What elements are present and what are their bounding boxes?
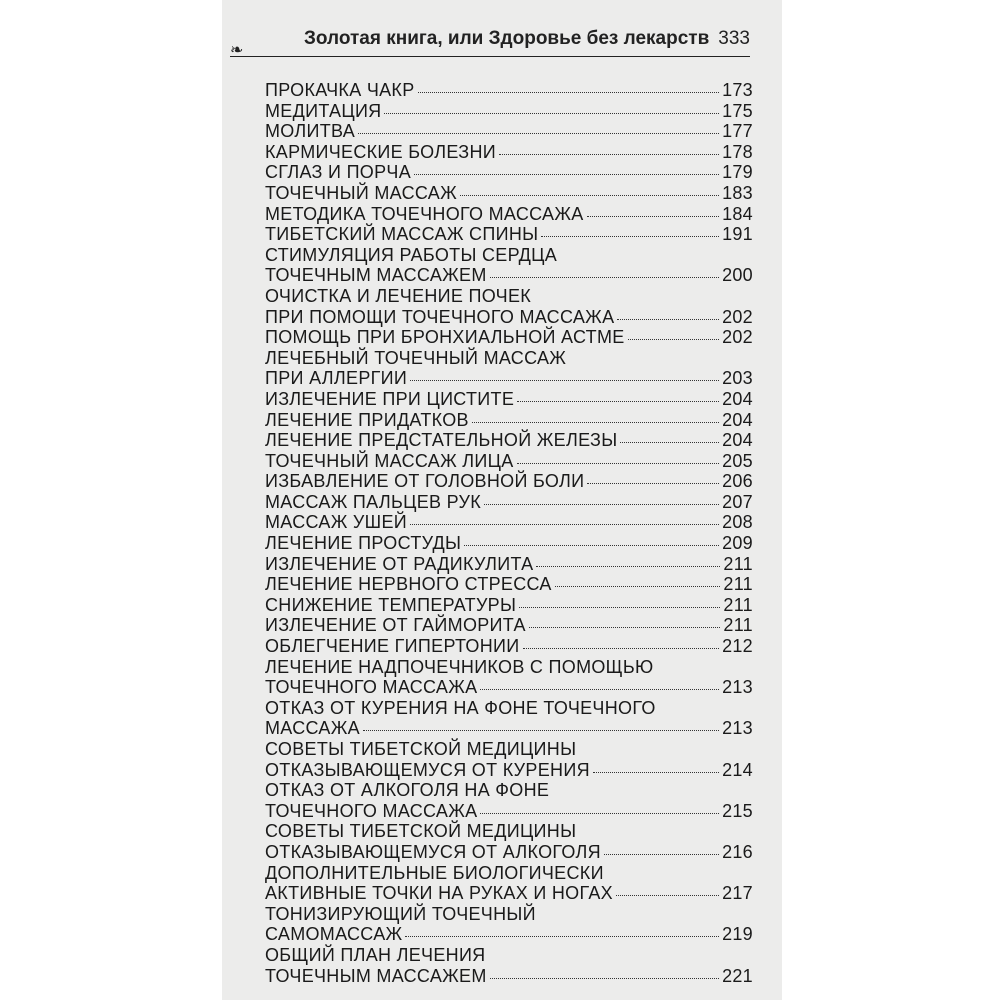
toc-entry-line-last — [265, 883, 753, 904]
toc-entry-line — [265, 286, 753, 307]
toc-entry-title: ДОПОЛНИТЕЛЬНЫЕ БИОЛОГИЧЕСКИ — [265, 862, 604, 883]
toc-page-number: 203 — [722, 368, 753, 389]
toc-entry-line — [265, 945, 753, 966]
dot-leader — [490, 966, 719, 979]
toc-page-number: 207 — [722, 491, 753, 512]
toc-entry-line-last — [265, 677, 753, 698]
toc-entry-line — [265, 739, 753, 760]
toc-page-number: 204 — [722, 409, 753, 430]
toc-entry-title: СНИЖЕНИЕ ТЕМПЕРАТУРЫ — [265, 594, 517, 615]
toc-entry-line-last — [265, 636, 753, 657]
toc-page-number: 173 — [722, 80, 753, 100]
toc-entry-line — [265, 780, 753, 801]
toc-entry — [265, 410, 753, 431]
toc-entry-title: МАССАЖА — [265, 718, 360, 739]
toc-entry-title: ИЗЛЕЧЕНИЕ ОТ РАДИКУЛИТА — [265, 553, 534, 574]
toc-entry — [265, 224, 753, 245]
toc-entry-title: ТОЧЕЧНЫЙ МАССАЖ ЛИЦА — [265, 450, 514, 471]
toc-entry-title: МАССАЖ ПАЛЬЦЕВ РУК — [265, 491, 482, 512]
toc-entry-line-last — [265, 183, 753, 204]
toc-entry-title: КАРМИЧЕСКИЕ БОЛЕЗНИ — [265, 141, 496, 162]
toc-entry-line-last — [265, 842, 753, 863]
toc-entry-line-last — [265, 101, 753, 122]
toc-entry-title: МЕДИТАЦИЯ — [265, 100, 382, 121]
toc-entry-line-last — [265, 204, 753, 225]
dot-leader — [587, 204, 719, 217]
dot-leader — [628, 327, 720, 340]
toc-entry-line-last — [265, 554, 753, 575]
toc-entry-title: ЛЕЧЕНИЕ ПРИДАТКОВ — [265, 409, 469, 430]
toc-entry — [265, 945, 753, 986]
toc-page-number: 206 — [722, 471, 753, 492]
dot-leader — [616, 883, 719, 896]
toc-entry — [265, 533, 753, 554]
toc-page-number: 202 — [722, 327, 753, 348]
dot-leader — [472, 410, 719, 423]
toc-page-number: 191 — [722, 224, 753, 245]
toc-entry-line-last — [265, 430, 753, 451]
toc-page-number: 214 — [722, 759, 753, 780]
toc-entry-line-last — [265, 265, 753, 286]
toc-entry-line — [265, 245, 753, 266]
toc-entry-line-last — [265, 574, 753, 595]
toc-entry-title: ТОЧЕЧНОГО МАССАЖА — [265, 677, 478, 698]
toc-page-number: 208 — [722, 512, 753, 533]
toc-entry — [265, 162, 753, 183]
toc-entry-line — [265, 821, 753, 842]
toc-page-number: 178 — [722, 141, 753, 162]
toc-entry-line-last — [265, 615, 753, 636]
toc-page-number: 212 — [722, 636, 753, 657]
toc-entry-line-last — [265, 80, 753, 101]
toc-entry — [265, 739, 753, 780]
toc-entry-title: ЛЕЧЕБНЫЙ ТОЧЕЧНЫЙ МАССАЖ — [265, 347, 567, 368]
toc-entry-title: ТОЧЕЧНОГО МАССАЖА — [265, 800, 478, 821]
toc-entry-title: ЛЕЧЕНИЕ НЕРВНОГО СТРЕССА — [265, 574, 552, 595]
toc-page-number: 200 — [722, 265, 753, 286]
toc-entry-title: ПРИ ПОМОЩИ ТОЧЕЧНОГО МАССАЖА — [265, 306, 615, 327]
running-head — [230, 26, 750, 57]
toc-entry — [265, 451, 753, 472]
toc-entry — [265, 595, 753, 616]
toc-entry-line-last — [265, 533, 753, 554]
toc-entry-title: ТОЧЕЧНЫЙ МАССАЖ — [265, 182, 457, 203]
dot-leader — [410, 368, 719, 381]
toc-entry-title: ОТКАЗ ОТ КУРЕНИЯ НА ФОНЕ ТОЧЕЧНОГО — [265, 697, 656, 718]
toc-entry — [265, 183, 753, 204]
toc-entry-title: ЛЕЧЕНИЕ ПРЕДСТАТЕЛЬНОЙ ЖЕЛЕЗЫ — [265, 430, 618, 451]
toc-entry — [265, 698, 753, 739]
toc-entry-line-last — [265, 966, 753, 987]
dot-leader — [418, 80, 720, 93]
toc-entry-line-last — [265, 224, 753, 245]
dot-leader — [410, 512, 719, 525]
toc-entry-title: СОВЕТЫ ТИБЕТСКОЙ МЕДИЦИНЫ — [265, 821, 577, 842]
dot-leader — [617, 307, 719, 320]
toc-entry — [265, 657, 753, 698]
toc-entry-line-last — [265, 142, 753, 163]
toc-entry — [265, 142, 753, 163]
dot-leader — [555, 574, 721, 587]
toc-entry — [265, 574, 753, 595]
toc-entry-title: ОТКАЗ ОТ АЛКОГОЛЯ НА ФОНЕ — [265, 780, 550, 801]
toc-page-number: 204 — [722, 388, 753, 409]
toc-entry-title: ИЗБАВЛЕНИЕ ОТ ГОЛОВНОЙ БОЛИ — [265, 471, 585, 492]
toc-entry-title: ЛЕЧЕНИЕ НАДПОЧЕЧНИКОВ С ПОМОЩЬЮ — [265, 656, 654, 677]
toc-entry-line — [265, 348, 753, 369]
toc-entry-title: ОБЩИЙ ПЛАН ЛЕЧЕНИЯ — [265, 944, 486, 965]
toc-page-number: 205 — [722, 450, 753, 471]
toc-page-number: 183 — [722, 182, 753, 203]
toc-page-number: 204 — [722, 430, 753, 451]
toc-entry — [265, 430, 753, 451]
toc-entry-line-last — [265, 162, 753, 183]
toc-page-number: 184 — [722, 203, 753, 224]
toc-entry — [265, 80, 753, 101]
toc-page-number: 202 — [722, 306, 753, 327]
dot-leader — [529, 615, 721, 628]
toc-entry-line-last — [265, 471, 753, 492]
toc-entry-line — [265, 904, 753, 925]
toc-page-number: 219 — [722, 924, 753, 945]
toc-entry — [265, 554, 753, 575]
dot-leader — [536, 554, 720, 567]
dot-leader — [384, 101, 719, 114]
toc-page-number: 213 — [722, 677, 753, 698]
toc-page-number: 217 — [722, 883, 753, 904]
dot-leader — [363, 718, 719, 731]
toc-entry-title: ПРИ АЛЛЕРГИИ — [265, 368, 408, 389]
toc-entry — [265, 780, 753, 821]
dot-leader — [414, 162, 719, 175]
toc-entry-title: ОТКАЗЫВАЮЩЕМУСЯ ОТ КУРЕНИЯ — [265, 759, 590, 780]
toc-entry-line-last — [265, 492, 753, 513]
toc-entry-title: АКТИВНЫЕ ТОЧКИ НА РУКАХ И НОГАХ — [265, 883, 613, 904]
toc-entry-title: ОТКАЗЫВАЮЩЕМУСЯ ОТ АЛКОГОЛЯ — [265, 841, 601, 862]
toc-entry — [265, 101, 753, 122]
dot-leader — [464, 533, 719, 546]
toc-entry — [265, 286, 753, 327]
toc-entry-title: САМОМАССАЖ — [265, 924, 403, 945]
toc-page-number: 211 — [723, 574, 753, 595]
toc-entry-title: МОЛИТВА — [265, 121, 356, 142]
toc-entry-title: МЕТОДИКА ТОЧЕЧНОГО МАССАЖА — [265, 203, 584, 224]
toc-entry — [265, 492, 753, 513]
toc-entry — [265, 863, 753, 904]
book-title: Золотая книга, или Здоровье без лекарств — [304, 28, 710, 49]
dot-leader — [523, 636, 720, 649]
toc-entry-title: ТОЧЕЧНЫМ МАССАЖЕМ — [265, 265, 487, 286]
dot-leader — [480, 677, 719, 690]
table-of-contents — [265, 80, 753, 986]
toc-page-number: 213 — [722, 718, 753, 739]
toc-entry-title: СТИМУЛЯЦИЯ РАБОТЫ СЕРДЦА — [265, 244, 558, 265]
toc-entry — [265, 204, 753, 225]
dot-leader — [587, 471, 719, 484]
toc-entry-title: ОБЛЕГЧЕНИЕ ГИПЕРТОНИИ — [265, 636, 520, 657]
toc-entry — [265, 245, 753, 286]
toc-page-number: 215 — [722, 800, 753, 821]
toc-entry-line-last — [265, 307, 753, 328]
toc-entry-line-last — [265, 410, 753, 431]
toc-page-number: 211 — [723, 594, 753, 615]
toc-page-number: 211 — [723, 553, 753, 574]
toc-entry-line-last — [265, 760, 753, 781]
toc-entry — [265, 348, 753, 389]
toc-entry-line — [265, 863, 753, 884]
toc-entry-line-last — [265, 389, 753, 410]
toc-entry-line-last — [265, 512, 753, 533]
toc-entry-line-last — [265, 595, 753, 616]
dot-leader — [405, 924, 719, 937]
toc-page-number: 221 — [722, 965, 753, 986]
toc-entry — [265, 389, 753, 410]
dot-leader — [593, 760, 719, 773]
toc-entry — [265, 512, 753, 533]
toc-entry — [265, 615, 753, 636]
fleuron-ornament-icon: ❧ — [230, 40, 244, 59]
dot-leader — [499, 142, 719, 155]
toc-page-number: 211 — [723, 615, 753, 636]
toc-entry-title: СГЛАЗ И ПОРЧА — [265, 162, 412, 183]
toc-entry-title: ЛЕЧЕНИЕ ПРОСТУДЫ — [265, 533, 462, 554]
toc-entry-title: ПРОКАЧКА ЧАКР — [265, 80, 415, 100]
toc-page-number: 177 — [722, 121, 753, 142]
toc-entry-line-last — [265, 801, 753, 822]
toc-entry — [265, 821, 753, 862]
toc-entry-title: ИЗЛЕЧЕНИЕ ПРИ ЦИСТИТЕ — [265, 388, 515, 409]
toc-entry-title: ТИБЕТСКИЙ МАССАЖ СПИНЫ — [265, 224, 539, 245]
toc-entry-title: МАССАЖ УШЕЙ — [265, 512, 408, 533]
toc-entry-title: ПОМОЩЬ ПРИ БРОНХИАЛЬНОЙ АСТМЕ — [265, 327, 625, 348]
dot-leader — [460, 183, 719, 196]
toc-entry-title: СОВЕТЫ ТИБЕТСКОЙ МЕДИЦИНЫ — [265, 739, 577, 759]
toc-entry-title: ОЧИСТКА И ЛЕЧЕНИЕ ПОЧЕК — [265, 285, 532, 306]
toc-page-number: 175 — [722, 100, 753, 121]
toc-entry-line-last — [265, 368, 753, 389]
page-number: 333 — [718, 28, 750, 49]
toc-entry-line-last — [265, 924, 753, 945]
toc-entry-line-last — [265, 327, 753, 348]
toc-page-number: 216 — [722, 841, 753, 862]
toc-entry-line — [265, 698, 753, 719]
toc-entry — [265, 904, 753, 945]
toc-entry-title: ТОЧЕЧНЫМ МАССАЖЕМ — [265, 965, 487, 986]
dot-leader — [541, 224, 719, 237]
toc-entry-title: ИЗЛЕЧЕНИЕ ОТ ГАЙМОРИТА — [265, 615, 526, 636]
toc-entry-line-last — [265, 121, 753, 142]
toc-entry-line-last — [265, 451, 753, 472]
toc-entry — [265, 327, 753, 348]
dot-leader — [519, 595, 720, 608]
toc-page-number: 209 — [722, 533, 753, 554]
dot-leader — [358, 121, 719, 134]
toc-entry-line — [265, 657, 753, 678]
toc-entry-title: ТОНИЗИРУЮЩИЙ ТОЧЕЧНЫЙ — [265, 903, 536, 924]
toc-page-number: 179 — [722, 162, 753, 183]
dot-leader — [490, 265, 719, 278]
toc-entry — [265, 121, 753, 142]
toc-entry-line-last — [265, 718, 753, 739]
toc-entry — [265, 636, 753, 657]
dot-leader — [517, 451, 719, 464]
dot-leader — [484, 492, 719, 505]
dot-leader — [517, 389, 719, 402]
toc-entry — [265, 471, 753, 492]
dot-leader — [620, 430, 719, 443]
dot-leader — [480, 801, 719, 814]
dot-leader — [604, 842, 719, 855]
